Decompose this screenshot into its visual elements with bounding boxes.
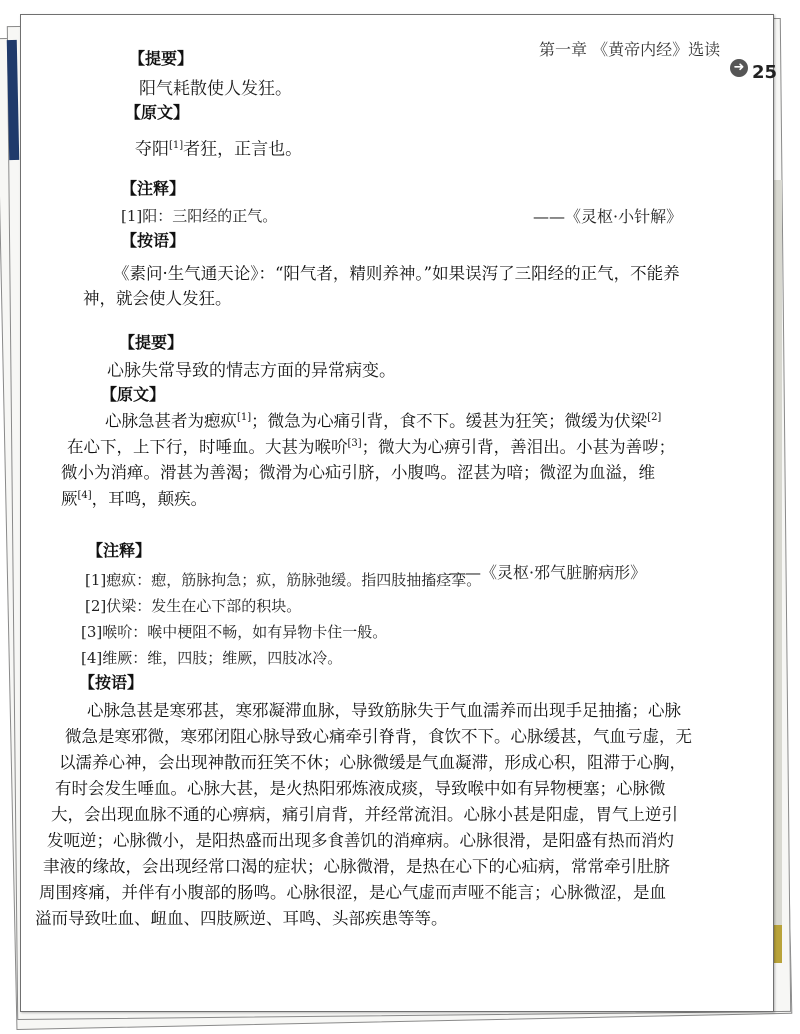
section1-anyu-label: 【按语】 [121, 231, 186, 250]
section2-yuanwen-line-3: 微小为消瘅。滑甚为善渴；微滑为心疝引脐，小腹鸣。涩甚为喑；微涩为血溢，维 [61, 463, 655, 482]
section2-yuanwen-label: 【原文】 [101, 385, 166, 404]
section1-tiyao-text: 阳气耗散使人发狂。 [139, 79, 292, 99]
section1-source: ——《灵枢·小针解》 [533, 207, 683, 226]
section2-yuanwen-line-2: 在心下，上下行，时唾血。大甚为喉吤[3]；微大为心痹引背，善泪出。小甚为善哕； [67, 437, 676, 457]
section2-note-2: [2]伏梁：发生在心下部的积块。 [85, 597, 302, 615]
section2-note-1: [1]瘛疭：瘛，筋脉拘急；疭，筋脉弛缓。指四肢抽搐痉挛。 [85, 571, 482, 589]
running-head: 第一章 《黄帝内经》选读 [539, 40, 721, 59]
section2-anyu-line-9: 溢而导致吐血、衄血、四肢厥逆、耳鸣、头部疾患等等。 [35, 909, 448, 928]
section2-anyu-line-8: 周围疼痛，并伴有小腹部的肠鸣。心脉很涩，是心气虚而声哑不能言；心脉微涩，是血 [39, 883, 666, 902]
section2-zhushi-label: 【注释】 [87, 541, 152, 560]
section2-yuanwen-line-1: 心脉急甚者为瘛疭[1]；微急为心痛引背，食不下。缓甚为狂笑；微缓为伏梁[2] [105, 411, 662, 431]
section2-anyu-label: 【按语】 [79, 673, 144, 692]
section2-note-3: [3]喉吤：喉中梗阻不畅，如有异物卡住一般。 [81, 623, 388, 641]
section2-anyu-line-6: 发呃逆；心脉微小，是阳热盛而出现多食善饥的消瘅病。心脉很滑，是阳盛有热而消灼 [47, 831, 674, 850]
page-number: 25 [752, 62, 778, 83]
section1-note-1: [1]阳：三阳经的正气。 [121, 207, 278, 225]
section1-yuanwen-label: 【原文】 [125, 103, 190, 122]
arrow-right-icon: ➜ [730, 59, 748, 77]
section2-anyu-line-3: 以濡养心神，会出现神散而狂笑不休；心脉微缓是气血凝滞，形成心积，阻滞于心胸， [59, 753, 686, 772]
section2-anyu-line-1: 心脉急甚是寒邪甚，寒邪凝滞血脉，导致筋脉失于气血濡养而出现手足抽搐；心脉 [87, 701, 681, 720]
section1-yuanwen: 夺阳[1]者狂，正言也。 [135, 139, 303, 160]
bookmark-tab [773, 925, 782, 963]
section1-anyu-line-2: 神，就会使人发狂。 [83, 289, 232, 308]
section2-source: ——《灵枢·邪气脏腑病形》 [449, 563, 647, 582]
book-page [20, 14, 778, 1012]
section2-anyu-line-7: 聿液的缘故，会出现经常口渴的症状；心脉微滑，是热在心下的心疝病，常常牵引肚脐 [43, 857, 670, 876]
section1-zhushi-label: 【注释】 [121, 179, 186, 198]
section1-tiyao-label: 【提要】 [129, 49, 194, 68]
section1-anyu-line-1: 《素问·生气通天论》：“阳气者，精则养神。”如果误泻了三阳经的正气，不能养 [113, 264, 680, 283]
section2-tiyao-label: 【提要】 [119, 333, 184, 352]
section2-anyu-line-4: 有时会发生唾血。心脉大甚，是火热阳邪炼液成痰，导致喉中如有异物梗塞；心脉微 [55, 779, 666, 798]
section2-anyu-line-5: 大，会出现血脉不通的心痹病，痛引肩背，并经常流泪。心脉小甚是阳虚，胃气上逆引 [51, 805, 678, 824]
section2-note-4: [4]维厥：维，四肢；维厥，四肢冰冷。 [81, 649, 343, 667]
section2-anyu-line-2: 微急是寒邪微，寒邪闭阻心脉导致心痛牵引脊背，食饮不下。心脉缓甚，气血亏虚，无 [65, 727, 692, 746]
section2-tiyao-text: 心脉失常导致的情志方面的异常病变。 [107, 361, 396, 381]
section2-yuanwen-line-4: 厥[4]，耳鸣，颠疾。 [61, 489, 208, 509]
